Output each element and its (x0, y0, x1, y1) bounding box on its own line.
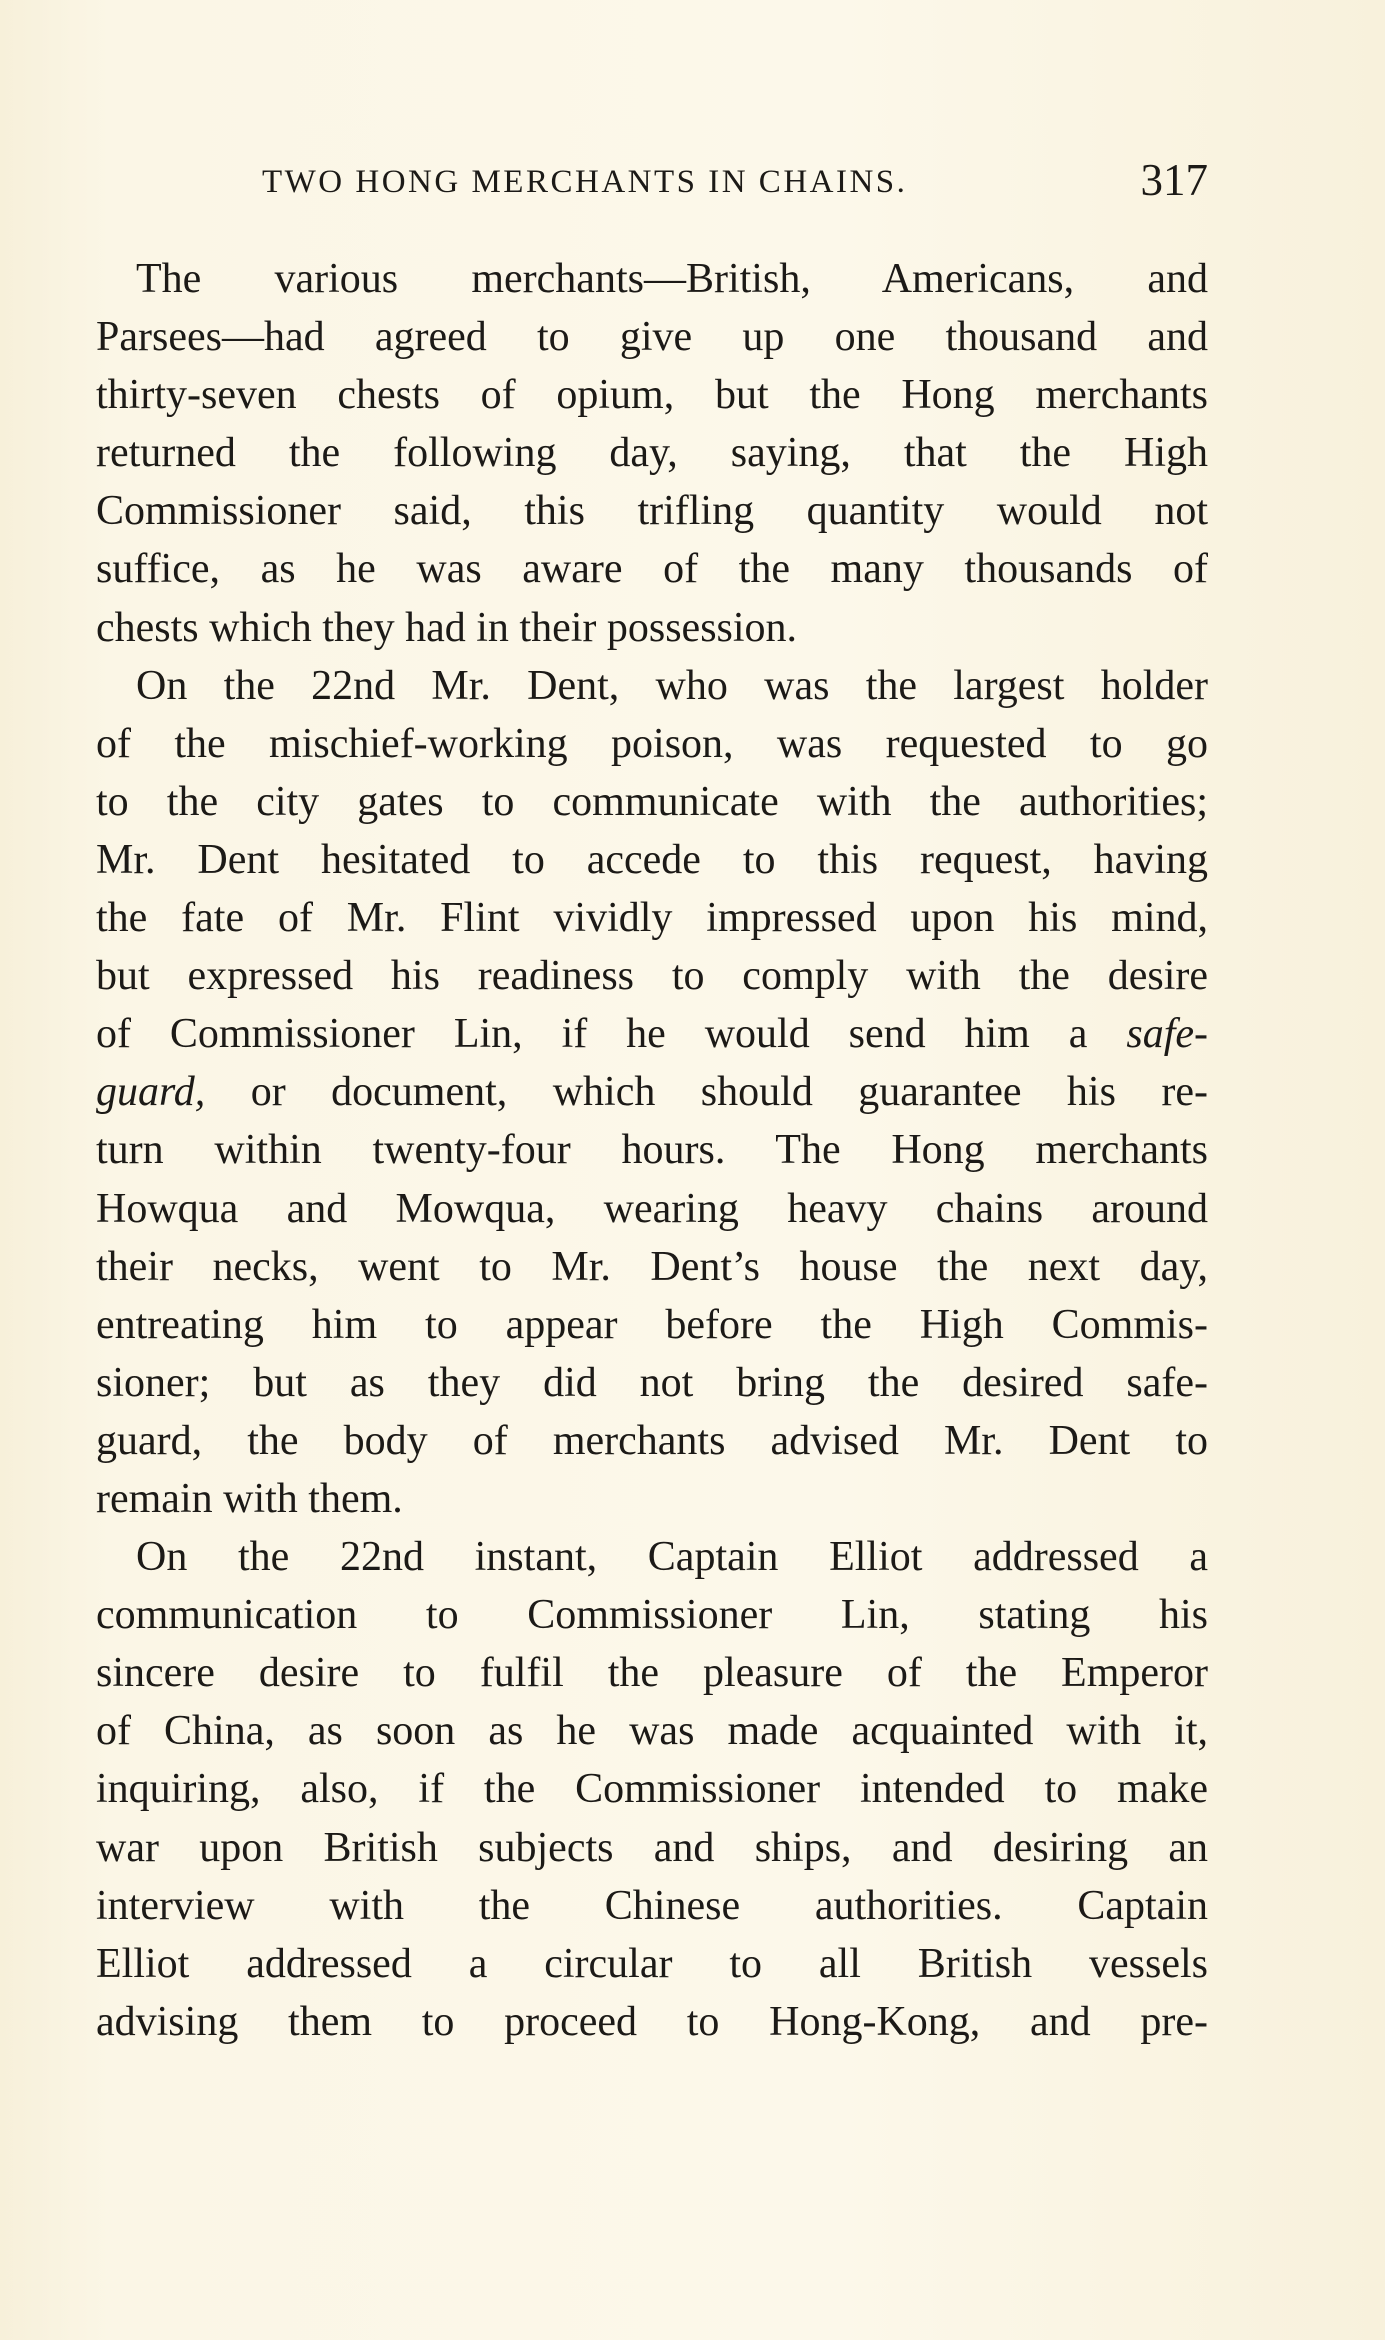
text-line: but expressed his readiness to comply with the desire (96, 953, 1208, 1000)
text-line: of China, as soon as he was made acquainted with it, (96, 1708, 1208, 1755)
text-line: advising them to proceed to Hong-Kong, and pre- (96, 1998, 1208, 2045)
text-line: On the 22nd instant, Captain Elliot addressed a (136, 1534, 1208, 1581)
text-line: thirty-seven chests of opium, but the Hong merchants (96, 372, 1208, 419)
text-line: the fate of Mr. Flint vividly impressed upon his mind, (96, 895, 1208, 942)
text-line: Elliot addressed a circular to all British vessels (96, 1940, 1208, 1987)
body-text (96, 250, 1208, 2051)
italic-text: guard, (96, 1069, 206, 1116)
running-head (96, 155, 1208, 218)
paragraph-1 (96, 250, 1208, 657)
text-run: or document, which should guarantee his re- (205, 1069, 1208, 1116)
text-line: remain with them. (96, 1475, 403, 1522)
text-line: turn within twenty-four hours. The Hong merchants (96, 1127, 1208, 1174)
paragraph-2 (96, 657, 1208, 1528)
text-line: suffice, as he was aware of the many thousands of (96, 546, 1208, 593)
text-line: inquiring, also, if the Commissioner intended to make (96, 1766, 1208, 1813)
text-line: Parsees—had agreed to give up one thousand and (96, 314, 1208, 361)
text-line: guard, the body of merchants advised Mr. Dent to (96, 1417, 1208, 1464)
text-line: returned the following day, saying, that the High (96, 430, 1208, 477)
text-line: The various merchants—British, Americans, and (136, 256, 1208, 302)
text-line: sioner; but as they did not bring the desired safe- (96, 1359, 1208, 1406)
paragraph-3 (96, 1528, 1208, 2051)
text-line: Mr. Dent hesitated to accede to this request, having (96, 836, 1208, 883)
italic-text: safe- (1126, 1011, 1208, 1058)
text-line: sincere desire to fulfil the pleasure of the Emperor (96, 1650, 1208, 1697)
text-line (96, 1063, 1208, 1121)
text-line: Commissioner said, this trifling quantity would not (96, 488, 1208, 535)
text-line: On the 22nd Mr. Dent, who was the largest holder (136, 662, 1208, 709)
text-line (96, 1005, 1208, 1063)
text-run: of Commissioner Lin, if he would send him a (96, 1011, 1127, 1058)
text-line: communication to Commissioner Lin, stating his (96, 1592, 1208, 1639)
text-line: their necks, went to Mr. Dent’s house the next day, (96, 1243, 1208, 1290)
text-line: interview with the Chinese authorities. Captain (96, 1882, 1208, 1929)
text-line: entreating him to appear before the High Commis- (96, 1301, 1208, 1348)
text-line: war upon British subjects and ships, and desiring an (96, 1824, 1208, 1871)
text-line: Howqua and Mowqua, wearing heavy chains around (96, 1185, 1208, 1232)
text-line: to the city gates to communicate with the authorities; (96, 778, 1208, 825)
running-title: TWO HONG MERCHANTS IN CHAINS. (262, 164, 908, 200)
page-number: 317 (1140, 155, 1208, 205)
text-line: of the mischief-working poison, was requested to go (96, 720, 1208, 767)
text-line: chests which they had in their possession. (96, 604, 798, 651)
